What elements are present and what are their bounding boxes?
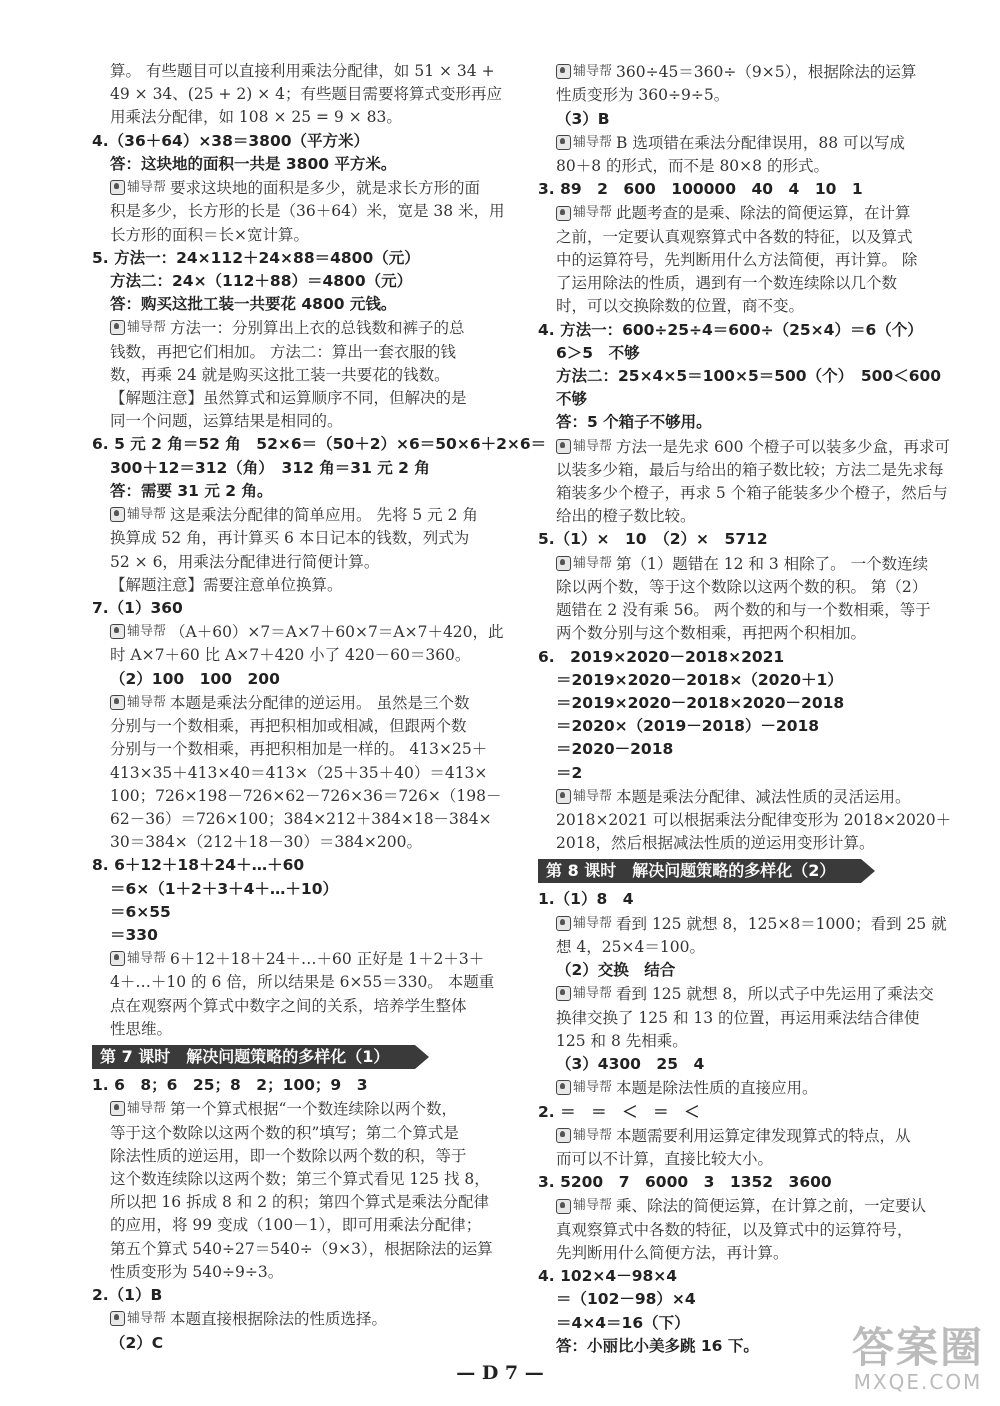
line-text: 答：需要 31 元 2 角。 xyxy=(110,481,273,500)
explanation-line xyxy=(92,831,514,854)
answer-line xyxy=(538,669,966,692)
helper-icon xyxy=(556,789,571,804)
explanation-line xyxy=(92,200,514,223)
explanation-line xyxy=(538,1124,966,1148)
line-text: 本题是除法性质的直接应用。 xyxy=(616,1079,818,1098)
explanation-line xyxy=(92,1191,514,1214)
line-text: 除法性质的逆运用，即一个数除以两个数的积，等于 xyxy=(110,1146,467,1165)
explanation-line xyxy=(538,599,966,622)
line-text: 4＋…＋10 的 6 倍，所以结果是 6×55＝330。 本题重 xyxy=(110,973,495,992)
helper-label: 辅导帮 xyxy=(573,438,613,454)
line-text: 这个数连续除以这两个数；第三个算式看见 125 找 8， xyxy=(110,1170,490,1188)
line-text: 答：5 个箱子不够用。 xyxy=(556,413,712,432)
line-text: 第 7 课时 解决问题策略的多样化（1） xyxy=(100,1047,390,1067)
helper-icon xyxy=(110,951,125,966)
explanation-line xyxy=(92,1168,514,1191)
explanation-line xyxy=(92,1214,514,1237)
line-text: 360÷45＝360÷（9×5），根据除法的运算 xyxy=(616,63,917,82)
explanation-line xyxy=(538,505,966,528)
line-text: 52 × 6，用乘法分配律进行简便计算。 xyxy=(110,552,380,571)
line-text: 125 和 8 先相乘。 xyxy=(556,1031,688,1050)
line-text: 所以把 16 拆成 8 和 2 的积；第四个算式是乘法分配律 xyxy=(110,1193,490,1212)
explanation-line xyxy=(538,226,966,249)
explanation-line xyxy=(538,482,966,505)
explanation-line xyxy=(538,435,966,459)
line-text: 第五个算式 540÷27＝540÷（9×3），根据除法的运算 xyxy=(110,1239,493,1258)
line-text: 性质变形为 540÷9÷3。 xyxy=(110,1262,284,1281)
explanation-line xyxy=(538,1148,966,1171)
line-text: 点在观察两个算式中数字之间的关系，培养学生整体 xyxy=(110,996,467,1015)
line-text: 6. 5 元 2 角＝52 角 52×6＝（50＋2）×6＝50×6＋2×6＝ xyxy=(92,435,547,454)
answer-line xyxy=(92,668,514,691)
helper-icon xyxy=(110,507,125,522)
helper-tag xyxy=(556,785,612,808)
line-text: 【解题注意】虽然算式和运算顺序不同，但解决的是 xyxy=(110,389,467,408)
line-text: 积是多少，长方形的长是（36＋64）米，宽是 38 米，用 xyxy=(110,202,505,221)
line-text: 要求这块地的面积是多少，就是求长方形的面 xyxy=(170,179,481,198)
helper-icon xyxy=(556,1199,571,1214)
line-text: 6. 2019×2020－2018×2021 xyxy=(538,647,785,666)
helper-tag xyxy=(110,1097,166,1120)
helper-icon xyxy=(110,320,125,335)
helper-icon xyxy=(556,64,571,79)
helper-label: 辅导帮 xyxy=(573,1198,613,1214)
answer-line xyxy=(538,178,966,201)
line-text: 数，再乘 24 就是购买这批工装一共要花的钱数。 xyxy=(110,365,450,384)
answer-line xyxy=(92,597,514,620)
line-text: 题错在 2 没有乘 56。 两个数的和与一个数相乘，等于 xyxy=(556,601,931,620)
helper-tag xyxy=(556,982,612,1005)
line-text: 方法一是先求 600 个橙子可以装多少盒，再求可 xyxy=(616,437,950,456)
line-text: 换律交换了 125 和 13 的位置，再运用乘法结合律使 xyxy=(556,1008,920,1027)
line-text: 1.（1）8 4 xyxy=(538,890,634,909)
helper-icon xyxy=(556,1080,571,1095)
explanation-line xyxy=(538,912,966,936)
answer-line xyxy=(538,762,966,785)
helper-tag xyxy=(556,1124,612,1147)
line-text: 算。 有些题目可以直接利用乘法分配律，如 51 × 34 + xyxy=(110,62,495,80)
line-text: 本题直接根据除法的性质选择。 xyxy=(170,1310,388,1329)
explanation-line xyxy=(538,622,966,645)
explanation-line xyxy=(538,459,966,482)
helper-icon xyxy=(556,986,571,1001)
helper-label: 辅导帮 xyxy=(127,180,167,196)
explanation-line xyxy=(538,84,966,107)
explanation-line xyxy=(92,715,514,738)
explanation-line xyxy=(92,1145,514,1168)
line-text: （3）B xyxy=(556,109,610,128)
line-text: 箱装多少个橙子，再求 5 个箱子能装多少个橙子，然后与 xyxy=(556,484,948,503)
helper-tag xyxy=(556,552,612,575)
explanation-line xyxy=(92,364,514,387)
line-text: 长方形的面积＝长×宽计算。 xyxy=(110,225,309,244)
helper-tag xyxy=(556,1194,612,1217)
explanation-line xyxy=(538,809,966,832)
line-text: 2018，然后根据减法性质的逆运用变形计算。 xyxy=(556,834,875,853)
line-text: 49 × 34、(25 + 2) × 4；有些题目需要将算式变形再应 xyxy=(110,85,503,104)
helper-tag xyxy=(556,435,612,458)
line-text: 6＋12＋18＋24＋…＋60 正好是 1＋2＋3＋ xyxy=(170,950,485,969)
explanation-line xyxy=(538,60,966,84)
explanation-line xyxy=(92,410,514,433)
explanation-line xyxy=(92,527,514,550)
explanation-line xyxy=(92,738,514,761)
answer-line xyxy=(92,854,514,877)
line-text: 30＝384×（212＋18－30）＝384×200。 xyxy=(110,833,422,852)
line-text: ＝2019×2020－2018×2020－2018 xyxy=(556,693,845,712)
line-text: 3. 5200 7 6000 3 1352 3600 xyxy=(538,1173,832,1192)
line-text: 方法二：25×4×5＝100×5＝500（个） 500＜600 xyxy=(556,366,942,385)
explanation-line xyxy=(92,947,514,971)
answer-line xyxy=(92,247,514,270)
line-text: 不够 xyxy=(556,390,588,409)
line-text: 时，可以交换除数的位置，商不变。 xyxy=(556,297,805,316)
answer-line xyxy=(538,888,966,911)
explanation-line xyxy=(92,762,514,785)
explanation-line xyxy=(92,808,514,831)
helper-tag xyxy=(556,60,612,83)
helper-tag xyxy=(110,947,166,970)
explanation-line xyxy=(92,341,514,364)
answer-line xyxy=(92,480,514,503)
line-text: B 选项错在乘法分配律误用，88 可以写成 xyxy=(616,133,905,152)
explanation-line xyxy=(92,644,514,667)
line-text: 2.（1）B xyxy=(92,1286,163,1305)
line-text: 此题考查的是乘、除法的简便运算，在计算 xyxy=(616,204,911,223)
line-text: 3. 89 2 600 100000 40 4 10 1 xyxy=(538,180,863,199)
explanation-line xyxy=(92,785,514,808)
line-text: 看到 125 就想 8，所以式子中先运用了乘法交 xyxy=(616,985,934,1004)
helper-label: 辅导帮 xyxy=(127,1101,167,1117)
answer-line xyxy=(538,1171,966,1194)
helper-label: 辅导帮 xyxy=(127,951,167,967)
helper-tag xyxy=(110,176,166,199)
lesson-heading xyxy=(92,1045,415,1069)
explanation-line xyxy=(92,691,514,715)
line-text: （A＋60）×7＝A×7＋60×7＝A×7＋420，此 xyxy=(170,623,504,642)
answer-line xyxy=(538,108,966,131)
line-text: 答：小丽比小美多跳 16 下。 xyxy=(556,1336,759,1355)
line-text: 第（1）题错在 12 和 3 相除了。 一个数连续 xyxy=(616,554,929,573)
answer-line xyxy=(538,342,966,365)
watermark-domain: MXQE.COM xyxy=(853,1370,983,1394)
explanation-line xyxy=(538,576,966,599)
explanation-line xyxy=(538,1076,966,1100)
line-text: 本题是乘法分配律、减法性质的灵活运用。 xyxy=(616,787,911,806)
line-text: 4. 方法一：600÷25÷4＝600÷（25×4）＝6（个） xyxy=(538,320,923,339)
helper-label: 辅导帮 xyxy=(127,507,167,523)
line-text: ＝6×55 xyxy=(110,902,171,921)
helper-icon xyxy=(556,556,571,571)
line-text: ＝2019×2020－2018×（2020＋1） xyxy=(556,670,843,689)
line-text: 给出的橙子数比较。 xyxy=(556,507,696,526)
answer-line xyxy=(538,646,966,669)
helper-label: 辅导帮 xyxy=(573,986,613,1002)
answer-line xyxy=(92,924,514,947)
explanation-line xyxy=(92,176,514,200)
line-text: 80＋8 的形式，而不是 80×8 的形式。 xyxy=(556,157,829,175)
answer-line xyxy=(92,293,514,316)
answer-line xyxy=(538,715,966,738)
explanation-line xyxy=(92,83,514,106)
line-text: 5. 方法一：24×112＋24×88＝4800（元） xyxy=(92,248,420,267)
line-text: 真观察算式中各数的特征，以及算式中的运算符号， xyxy=(556,1220,913,1239)
answer-line xyxy=(92,457,514,480)
line-text: 4. 102×4－98×4 xyxy=(538,1267,678,1286)
explanation-line xyxy=(92,1122,514,1145)
explanation-line xyxy=(92,316,514,340)
explanation-line xyxy=(538,982,966,1006)
line-text: ＝4×4＝16（下） xyxy=(556,1313,690,1332)
explanation-line xyxy=(92,1307,514,1331)
helper-label: 辅导帮 xyxy=(573,915,613,931)
line-text: ＝2020－2018 xyxy=(556,740,674,759)
answer-line xyxy=(92,1074,514,1097)
helper-icon xyxy=(110,1311,125,1326)
line-text: 6＞5 不够 xyxy=(556,343,640,362)
explanation-line xyxy=(92,574,514,597)
watermark-logo xyxy=(851,1323,984,1394)
line-text: 之前，一定要认真观察算式中各数的特征，以及算式 xyxy=(556,227,913,246)
helper-tag xyxy=(556,912,612,935)
answer-line xyxy=(92,901,514,924)
answer-line xyxy=(538,319,966,342)
line-text: 方法二：24×（112＋88）＝4800（元） xyxy=(110,271,413,290)
answer-line xyxy=(538,411,966,434)
line-text: ＝（102－98）×4 xyxy=(556,1290,696,1309)
line-text: 62－36）＝726×100；384×212＋384×18－384× xyxy=(110,809,492,828)
line-text: 换算成 52 角，再计算买 6 本日记本的钱数，列式为 xyxy=(110,529,470,548)
line-text: （2）C xyxy=(110,1333,164,1352)
line-text: 等于这个数除以这两个数的积”填写；第二个算式是 xyxy=(110,1123,459,1142)
line-text: 钱数，再把它们相加。 方法二：算出一套衣服的钱 xyxy=(110,342,456,361)
helper-label: 辅导帮 xyxy=(573,134,613,150)
line-text: （2）100 100 200 xyxy=(110,669,280,688)
lesson-heading xyxy=(538,859,861,883)
helper-label: 辅导帮 xyxy=(573,1080,613,1096)
answer-line xyxy=(538,365,966,388)
line-text: （2）交换 结合 xyxy=(556,961,676,980)
helper-label: 辅导帮 xyxy=(127,624,167,640)
explanation-line xyxy=(538,785,966,809)
explanation-line xyxy=(92,995,514,1018)
line-text: 分别与一个数相乘，再把积相加或相减，但跟两个数 xyxy=(110,717,467,736)
explanation-line xyxy=(92,1238,514,1261)
explanation-line xyxy=(92,551,514,574)
explanation-line xyxy=(92,387,514,410)
line-text: 看到 125 就想 8，125×8＝1000；看到 25 就 xyxy=(616,914,947,933)
line-text: 100；726×198－726×62－726×36＝726×（198－ xyxy=(110,786,502,805)
line-text: 这是乘法分配律的简单应用。 先将 5 元 2 角 xyxy=(170,506,478,525)
helper-icon xyxy=(556,135,571,150)
right-column xyxy=(538,60,966,1358)
line-text: 5.（1）× 10 （2）× 5712 xyxy=(538,530,768,549)
left-column xyxy=(92,60,547,1355)
line-text: 以装多少箱，最后与给出的箱子数比较；方法二是先求每 xyxy=(556,460,944,479)
answer-line xyxy=(538,528,966,551)
helper-tag xyxy=(556,201,612,224)
watermark-text: 答案圈 xyxy=(851,1323,984,1372)
line-text: 乘、除法的简便运算，在计算之前，一定要认 xyxy=(616,1197,927,1216)
answer-line xyxy=(92,153,514,176)
helper-label: 辅导帮 xyxy=(127,1311,167,1327)
line-text: 性思维。 xyxy=(110,1019,173,1038)
explanation-line xyxy=(92,106,514,129)
helper-label: 辅导帮 xyxy=(573,1127,613,1143)
explanation-line xyxy=(538,1007,966,1030)
line-text: （3）4300 25 4 xyxy=(556,1055,705,1074)
explanation-line xyxy=(538,1242,966,1265)
helper-label: 辅导帮 xyxy=(573,205,613,221)
helper-tag xyxy=(110,503,166,526)
explanation-line xyxy=(92,1261,514,1284)
line-text: ＝330 xyxy=(110,925,158,944)
explanation-line xyxy=(538,1030,966,1053)
answer-line xyxy=(538,1101,966,1124)
helper-icon xyxy=(556,916,571,931)
line-text: 想 4，25×4＝100。 xyxy=(556,937,705,956)
helper-label: 辅导帮 xyxy=(573,555,613,571)
line-text: 【解题注意】需要注意单位换算。 xyxy=(110,575,343,594)
line-text: 7.（1）360 xyxy=(92,598,183,617)
line-text: 答：这块地的面积一共是 3800 平方米。 xyxy=(110,154,397,173)
answer-line xyxy=(538,1265,966,1288)
line-text: 8. 6＋12＋18＋24＋…＋60 xyxy=(92,856,305,875)
line-text: 除以两个数，等于这个数除以这两个数的积。 第（2） xyxy=(556,577,928,596)
answer-line xyxy=(92,1284,514,1307)
explanation-line xyxy=(538,1219,966,1242)
helper-icon xyxy=(110,695,125,710)
answer-line xyxy=(538,1053,966,1076)
helper-icon xyxy=(556,206,571,221)
line-text: 300＋12＝312（角） 312 角＝31 元 2 角 xyxy=(110,458,430,477)
line-text: 4.（36＋64）×38＝3800（平方米） xyxy=(92,131,370,150)
answer-line xyxy=(538,1288,966,1311)
page-number: — D 7 — xyxy=(456,1362,544,1384)
helper-tag xyxy=(110,1307,166,1330)
helper-label: 辅导帮 xyxy=(573,64,613,79)
line-text: 用乘法分配律，如 108 × 25 = 9 × 83。 xyxy=(110,108,402,127)
line-text: 两个数分别与这个数相乘，再把两个积相加。 xyxy=(556,624,867,643)
explanation-line xyxy=(538,155,966,178)
helper-label: 辅导帮 xyxy=(573,788,613,804)
answer-line xyxy=(92,130,514,153)
explanation-line xyxy=(92,1097,514,1121)
line-text: 时 A×7＋60 比 A×7＋420 小了 420－60＝360。 xyxy=(110,646,471,665)
line-text: 答：购买这批工装一共要花 4800 元钱。 xyxy=(110,295,397,314)
explanation-line xyxy=(92,971,514,994)
explanation-line xyxy=(538,552,966,576)
explanation-line xyxy=(538,832,966,855)
line-text: 而可以不计算，直接比较大小。 xyxy=(556,1150,774,1169)
explanation-line xyxy=(538,936,966,959)
answer-line xyxy=(92,1332,514,1355)
line-text: 方法一：分别算出上衣的总钱数和裤子的总 xyxy=(170,319,465,338)
explanation-line xyxy=(92,1018,514,1041)
helper-tag xyxy=(110,620,166,643)
answer-line xyxy=(538,738,966,761)
line-text: 413×35＋413×40＝413×（25＋35＋40）＝413× xyxy=(110,763,488,782)
explanation-line xyxy=(92,224,514,247)
helper-tag xyxy=(110,691,166,714)
helper-icon xyxy=(556,439,571,454)
explanation-line xyxy=(538,272,966,295)
line-text: 第一个算式根据“一个数连续除以两个数， xyxy=(170,1100,457,1119)
explanation-line xyxy=(92,60,514,83)
explanation-line xyxy=(538,1194,966,1218)
answer-line xyxy=(92,270,514,293)
line-text: 第 8 课时 解决问题策略的多样化（2） xyxy=(546,861,836,881)
helper-tag xyxy=(556,131,612,154)
answer-line xyxy=(538,692,966,715)
helper-icon xyxy=(110,180,125,195)
line-text: 2018×2021 可以根据乘法分配律变形为 2018×2020＋ xyxy=(556,811,952,830)
line-text: 同一个问题，运算结果是相同的。 xyxy=(110,412,343,431)
helper-icon xyxy=(110,624,125,639)
line-text: 分别与一个数相乘，再把积相加是一样的。 413×25＋ xyxy=(110,740,488,759)
line-text: 本题是乘法分配律的逆运用。 虽然是三个数 xyxy=(170,693,470,712)
line-text: ＝6×（1＋2＋3＋4＋…＋10） xyxy=(110,879,338,898)
explanation-line xyxy=(92,620,514,644)
answer-line xyxy=(538,388,966,411)
helper-tag xyxy=(110,316,166,339)
helper-icon xyxy=(110,1101,125,1116)
line-text: ＝2 xyxy=(556,763,583,782)
explanation-line xyxy=(538,131,966,155)
helper-tag xyxy=(556,1076,612,1099)
answer-line xyxy=(92,433,547,456)
answer-line xyxy=(92,878,514,901)
line-text: 先判断用什么简便方法，再计算。 xyxy=(556,1243,789,1262)
helper-label: 辅导帮 xyxy=(127,320,167,336)
helper-icon xyxy=(556,1128,571,1143)
line-text: 本题需要利用运算定律发现算式的特点，从 xyxy=(616,1126,911,1145)
answer-line xyxy=(538,959,966,982)
explanation-line xyxy=(538,249,966,272)
explanation-line xyxy=(92,503,514,527)
line-text: 了运用除法的性质，遇到有一个数连续除以几个数 xyxy=(556,274,898,293)
line-text: 中的运算符号，先判断用什么方法简便，再计算。 除 xyxy=(556,250,918,269)
line-text: 性质变形为 360÷9÷5。 xyxy=(556,86,730,105)
line-text: 2. ＝ ＝ ＜ ＝ ＜ xyxy=(538,1102,700,1121)
explanation-line xyxy=(538,201,966,225)
line-text: 1. 6 8；6 25；8 2；100；9 3 xyxy=(92,1076,368,1095)
line-text: ＝2020×（2019－2018）－2018 xyxy=(556,717,820,736)
helper-label: 辅导帮 xyxy=(127,694,167,710)
line-text: 的应用，将 99 变成（100－1），即可用乘法分配律； xyxy=(110,1216,482,1235)
explanation-line xyxy=(538,295,966,318)
